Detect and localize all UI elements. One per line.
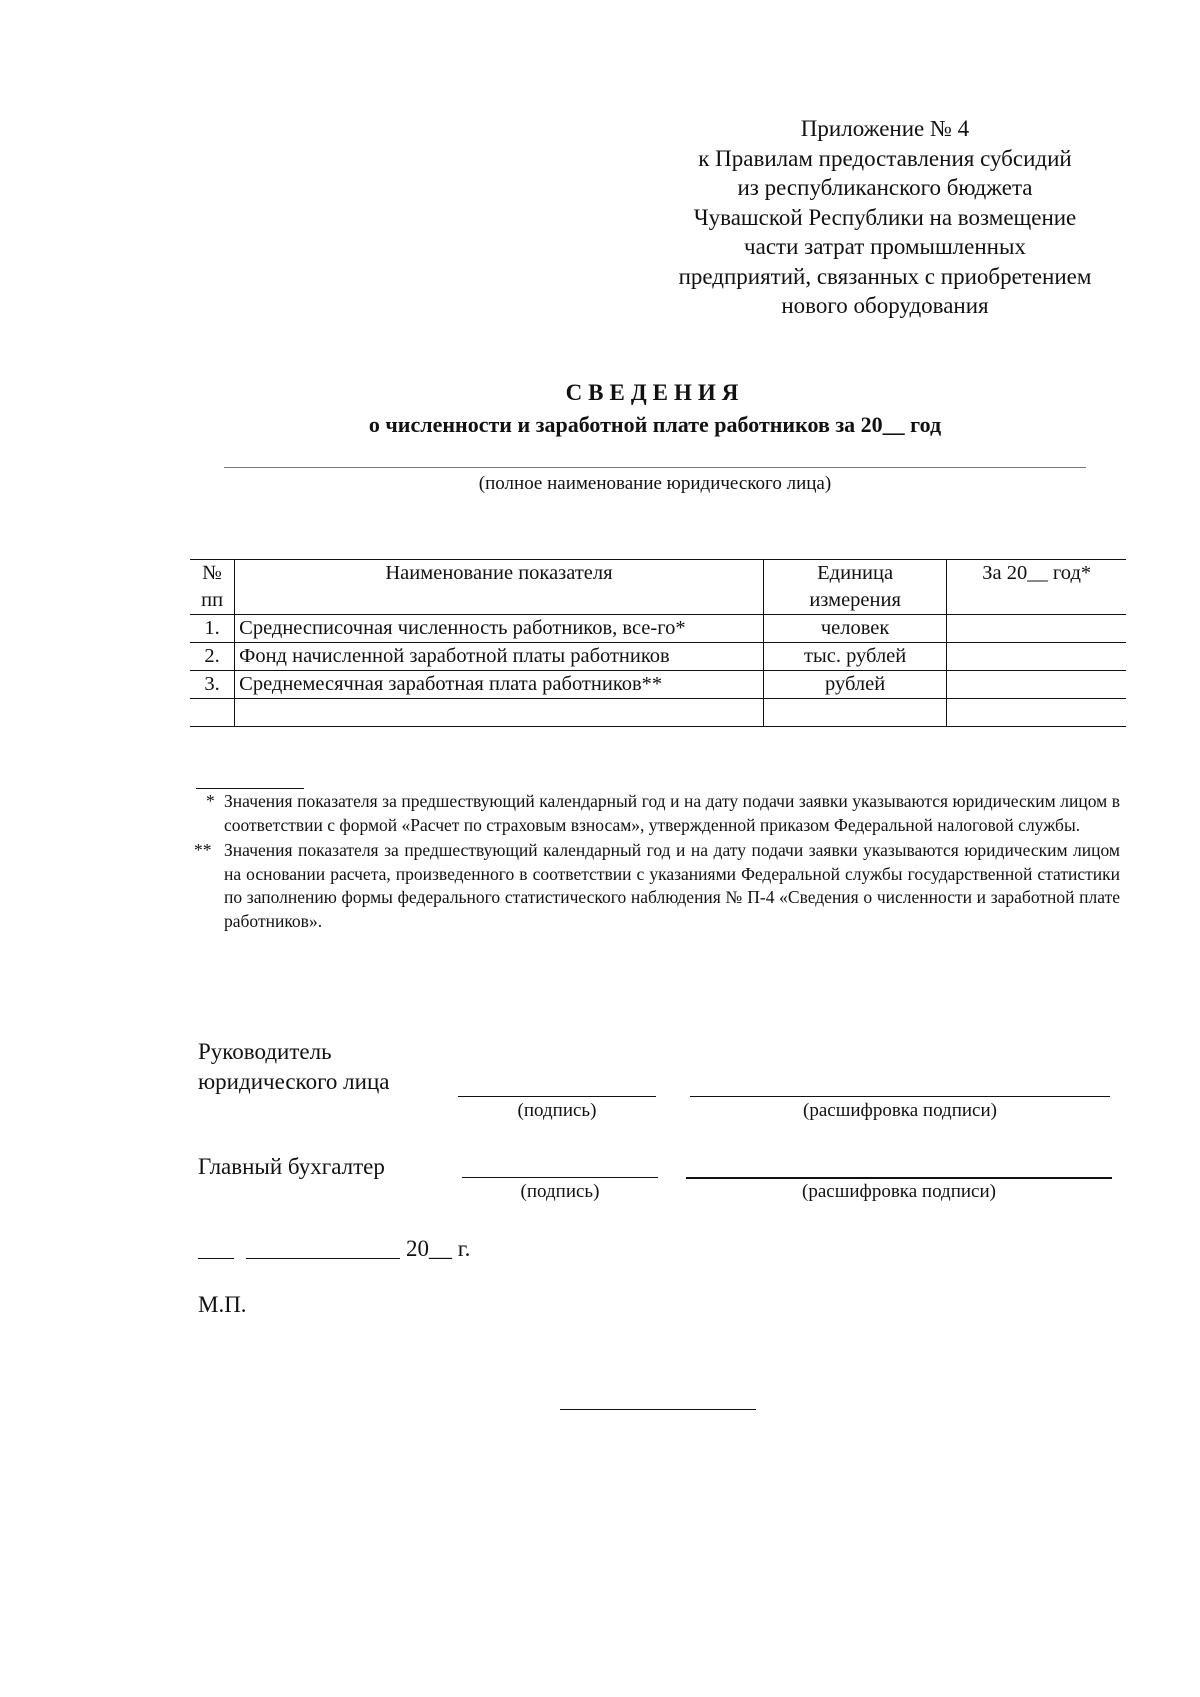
head-signature-line[interactable]: [458, 1096, 656, 1097]
table-empty-row: [190, 699, 1126, 727]
document-subtitle: о численности и заработной плате работников за 20__ год: [368, 412, 942, 437]
header-num-line2: пп: [201, 589, 224, 611]
appendix-line: Чувашской Республики на возмещение: [693, 204, 1077, 230]
accountant-signature-caption: (подпись): [520, 1181, 600, 1202]
head-label-line2: юридического лица: [198, 1069, 390, 1094]
appendix-line: из республиканского бюджета: [737, 175, 1033, 200]
row-num: 1.: [190, 615, 235, 643]
footnote: [194, 839, 1120, 933]
date-day-line[interactable]: [198, 1258, 234, 1259]
entity-name-line: [224, 467, 1086, 468]
footnote: [194, 790, 1120, 837]
head-signature-caption: (подпись): [517, 1100, 597, 1121]
table-row: [190, 643, 1126, 671]
appendix-line: нового оборудования: [781, 293, 989, 318]
header-num: [190, 560, 235, 615]
table-header-row: [190, 560, 1126, 615]
row-indicator: Среднемесячная заработная плата работников**: [235, 671, 764, 699]
appendix-line: Приложение № 4: [800, 116, 970, 141]
row-indicator: Фонд начисленной заработной платы работников: [235, 643, 764, 671]
row-value[interactable]: [947, 643, 1126, 671]
empty-cell[interactable]: [763, 699, 947, 727]
row-num: 3.: [190, 671, 235, 699]
header-indicator: Наименование показателя: [235, 560, 764, 615]
table-row: [190, 671, 1126, 699]
stamp-label: М.П.: [198, 1292, 247, 1317]
row-unit: тыс. рублей: [763, 643, 947, 671]
accountant-decoding-line[interactable]: [686, 1177, 1112, 1179]
date-month-line[interactable]: [246, 1258, 400, 1259]
header-unit-line2: измерения: [809, 589, 901, 611]
empty-cell: [190, 699, 235, 727]
accountant-signature-line[interactable]: [462, 1177, 658, 1178]
bottom-divider: [560, 1409, 756, 1410]
indicators-table: [190, 559, 1126, 727]
footnote-mark: **: [194, 840, 212, 860]
head-decoding-line[interactable]: [690, 1096, 1110, 1097]
document-title: СВЕДЕНИЯ: [565, 380, 745, 405]
accountant-label: Главный бухгалтер: [198, 1154, 385, 1179]
head-label-line1: Руководитель: [198, 1039, 332, 1064]
date-year-label: 20__ г.: [406, 1236, 471, 1261]
row-value[interactable]: [947, 671, 1126, 699]
empty-cell[interactable]: [235, 699, 764, 727]
empty-cell[interactable]: [947, 699, 1126, 727]
header-unit-line1: Единица: [817, 562, 894, 584]
appendix-header: [640, 114, 1130, 321]
head-label: [198, 1037, 389, 1097]
footnote-text: Значения показателя за предшествующий календарный год и на дату подачи заявки указываются юридическим лицом на основании расчета, произведенного в соответствии с указаниями Федеральной службы государственной статистики по заполнению формы федерального статистического наблюдения № П-4 «Сведения о численности и заработной плате работников».: [224, 840, 1120, 931]
row-num: 2.: [190, 643, 235, 671]
row-unit: рублей: [763, 671, 947, 699]
head-decoding-caption: (расшифровка подписи): [803, 1100, 997, 1121]
appendix-line: части затрат промышленных: [744, 234, 1026, 259]
header-unit: [763, 560, 947, 615]
accountant-decoding-caption: (расшифровка подписи): [802, 1181, 996, 1202]
table-row: [190, 615, 1126, 643]
entity-name-caption: (полное наименование юридического лица): [478, 473, 832, 494]
header-num-line1: №: [202, 562, 222, 584]
row-unit: человек: [763, 615, 947, 643]
footnote-separator: [196, 788, 304, 789]
footnote-text: Значения показателя за предшествующий календарный год и на дату подачи заявки указываются юридическим лицом в соответствии с формой «Расчет по страховым взносам», утвержденной приказом Федеральной налоговой службы.: [224, 791, 1120, 835]
appendix-line: предприятий, связанных с приобретением: [678, 263, 1092, 289]
appendix-line: к Правилам предоставления субсидий: [698, 145, 1072, 171]
header-year: За 20__ год*: [947, 560, 1126, 615]
row-value[interactable]: [947, 615, 1126, 643]
footnotes: [194, 790, 1120, 935]
row-indicator: Среднесписочная численность работников, все-го*: [235, 615, 764, 643]
footnote-mark: *: [206, 791, 215, 811]
